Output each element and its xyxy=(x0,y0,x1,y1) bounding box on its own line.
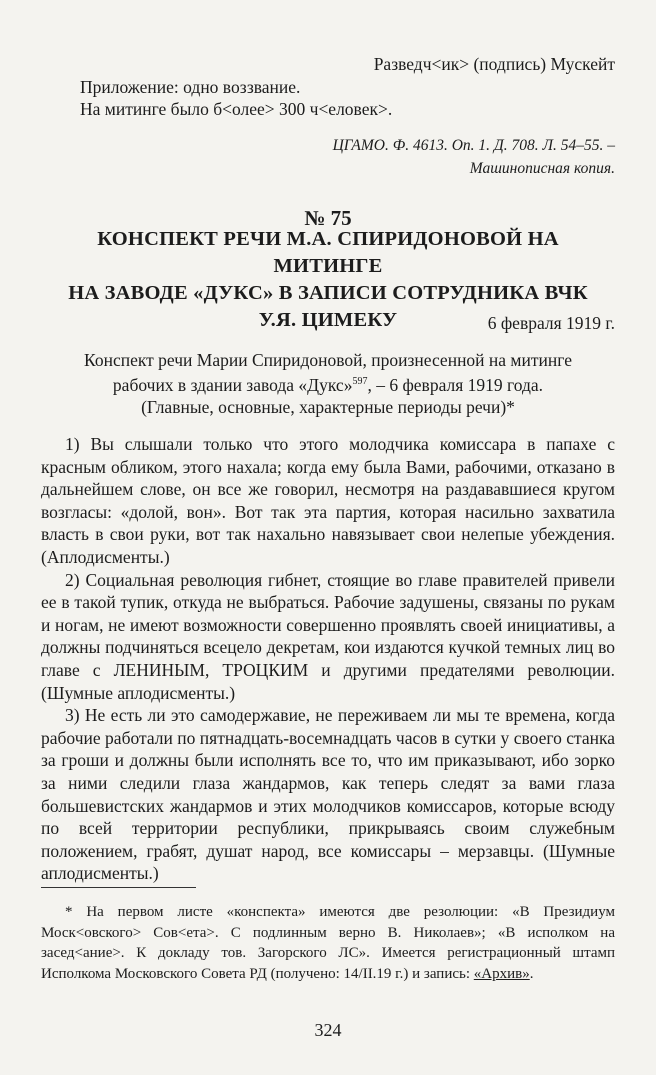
footnote xyxy=(41,902,615,984)
document-number: № 75 xyxy=(304,206,352,230)
intro-line: (Главные, основные, характерные периоды речи)* xyxy=(141,396,515,417)
speech-paragraph: 1) Вы слышали только что этого молодчика комиссара в папахе с красным обликом, этого нахала; когда ему была Вами, рабочими, отказано в дальнейшем слове, он все же говорил, несмотря на раздававшиеся кругом возгласы: «долой, вон». Вот так эта партия, которая насильно захватила власть в свои руки, вот так нахально навязывает свои нелепые убеждения. (Аплодисменты.) xyxy=(41,434,615,567)
footnote-text: * На первом листе «конспекта» имеются две резолюции: «В Президиум Моск<овского> Сов<ета>. С подлинным верно В. Николаев»; «В исполком на засед<ание>. К докладу тов. Загорского ЛС». Имеется регистрационный штамп Исполкома Московского Совета РД (получено: 14/II.19 г.) и запись: xyxy=(41,904,615,982)
signature-line: Разведч<ик> (подпись) Мускейт xyxy=(373,54,615,74)
speech-paragraph: 3) Не есть ли это самодержавие, не переживаем ли мы те времена, когда рабочие работали по пятнадцать-восемнадцать часов в сутки у своего станка за гроши и должны были исполнять все то, что им приказывают, ибо зорко за ними следили глаза жандармов, как теперь следят за вами глаза большевистских жандармов и этих молодчиков комиссаров, которые всюду по всей территории республики, прикрываясь своим служебным положением, грабят, душат народ, все комиссары – мерзавцы. (Шумные аплодисменты.) xyxy=(41,705,615,884)
endnote-marker: 597 xyxy=(352,376,368,387)
speech-body xyxy=(41,433,615,885)
meeting-attendance: На митинге было б<олее> 300 ч<еловек>. xyxy=(80,99,393,119)
archive-reference: ЦГАМО. Ф. 4613. Оп. 1. Д. 708. Л. 54–55. – xyxy=(332,137,615,154)
footnote-underlined: «Архив» xyxy=(473,965,530,982)
copy-note: Машинописная копия. xyxy=(469,160,615,177)
title-line: НА ЗАВОДЕ «ДУКС» В ЗАПИСИ СОТРУДНИКА ВЧК xyxy=(68,282,588,304)
document-intro xyxy=(41,349,615,418)
title-line: КОНСПЕКТ РЕЧИ М.А. СПИРИДОНОВОЙ НА МИТИНГЕ xyxy=(97,228,559,277)
speech-paragraph: 2) Социальная революция гибнет, стоящие во главе правителей привели ее в такой тупик, откуда не выбраться. Рабочие задушены, связаны по рукам и ногам, не имеют возможности совершенно проявлять своей инициативы, а должны подчиняться всецело декретам, кои издаются кучкой темных лиц во главе с ЛЕНИНЫМ, ТРОЦКИМ и другими предателями революции. (Шумные аплодисменты.) xyxy=(41,569,615,703)
intro-text: рабочих в здании завода «Дукс» xyxy=(112,374,353,395)
intro-line xyxy=(41,371,615,396)
title-line: У.Я. ЦИМЕКУ xyxy=(258,309,398,331)
footnote-end: . xyxy=(529,965,534,982)
intro-line: Конспект речи Марии Спиридоновой, произнесенной на митинге xyxy=(84,350,572,370)
document-date: 6 февраля 1919 г. xyxy=(487,313,615,333)
appendix-note: Приложение: одно воззвание. xyxy=(80,77,301,97)
intro-text: , – 6 февраля 1919 года. xyxy=(367,374,544,395)
footnote-divider xyxy=(41,887,196,888)
page-number: 324 xyxy=(314,1020,342,1040)
